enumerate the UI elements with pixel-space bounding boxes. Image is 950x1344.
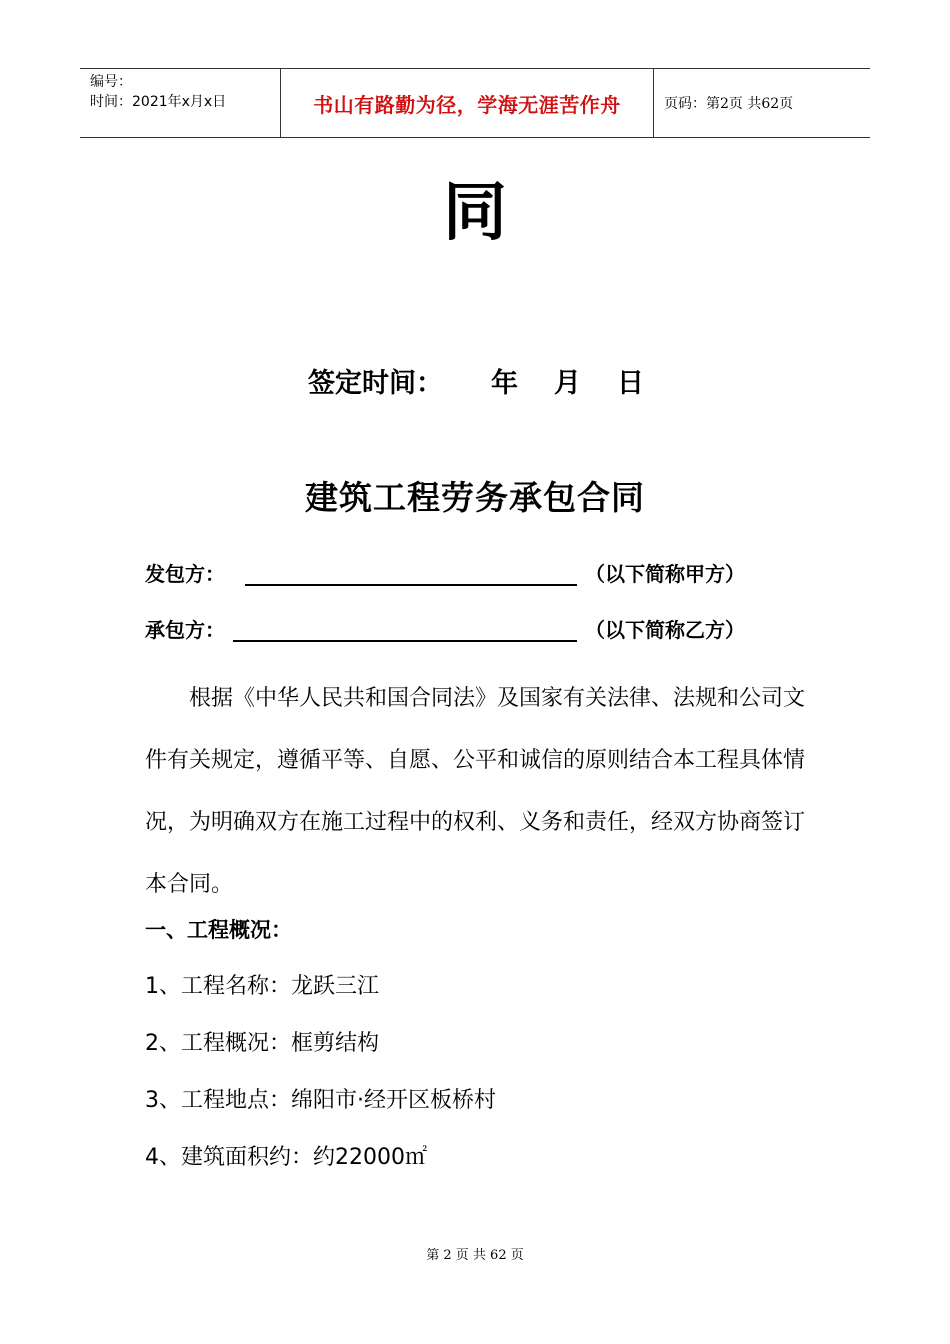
party-employer-label: 发包方： xyxy=(145,562,225,586)
party-contractor-line xyxy=(145,614,745,646)
list-item: 3、工程地点：绵阳市·经开区板桥村 xyxy=(145,1088,496,1113)
party-employer-blank xyxy=(245,584,577,586)
party-contractor-label: 承包方： xyxy=(145,618,225,642)
list-item: 2、工程概况：框剪结构 xyxy=(145,1031,379,1056)
party-employer-line xyxy=(145,558,745,590)
party-employer-note: （以下简称甲方） xyxy=(585,562,745,586)
page-header xyxy=(80,68,870,138)
party-contractor-note: （以下简称乙方） xyxy=(585,618,745,642)
list-item: 1、工程名称：龙跃三江 xyxy=(145,974,379,999)
intro-paragraph-block xyxy=(145,668,810,916)
document-time: 时间：2021年x月x日 xyxy=(90,94,227,110)
intro-paragraph: 根据《中华人民共和国合同法》及国家有关法律、法规和公司文件有关规定，遵循平等、自愿、公平和诚信的原则结合本工程具体情况，为明确双方在施工过程中的权利、义务和责任，经双方协商签订本合同。 xyxy=(145,686,806,897)
signing-date-line xyxy=(308,364,644,404)
header-page-info: 页码：第2页 共62页 xyxy=(664,96,794,112)
party-contractor-blank xyxy=(233,640,577,642)
contract-title: 建筑工程劳务承包合同 xyxy=(305,478,645,517)
signing-date-label: 签定时间： xyxy=(308,368,443,399)
signing-day: 日 xyxy=(617,368,644,399)
header-meta xyxy=(80,69,280,137)
signing-month: 月 xyxy=(554,368,581,399)
header-motto: 书山有路勤为径，学海无涯苦作舟 xyxy=(280,69,654,137)
title-fragment: 同 xyxy=(443,176,507,250)
page-footer: 第 2 页 共 62 页 xyxy=(426,1248,524,1263)
signing-year: 年 xyxy=(491,368,518,399)
list-item: 4、建筑面积约：约22000㎡ xyxy=(145,1145,427,1170)
document-number-label: 编号： xyxy=(90,74,132,90)
section-title: 一、工程概况： xyxy=(145,918,292,942)
